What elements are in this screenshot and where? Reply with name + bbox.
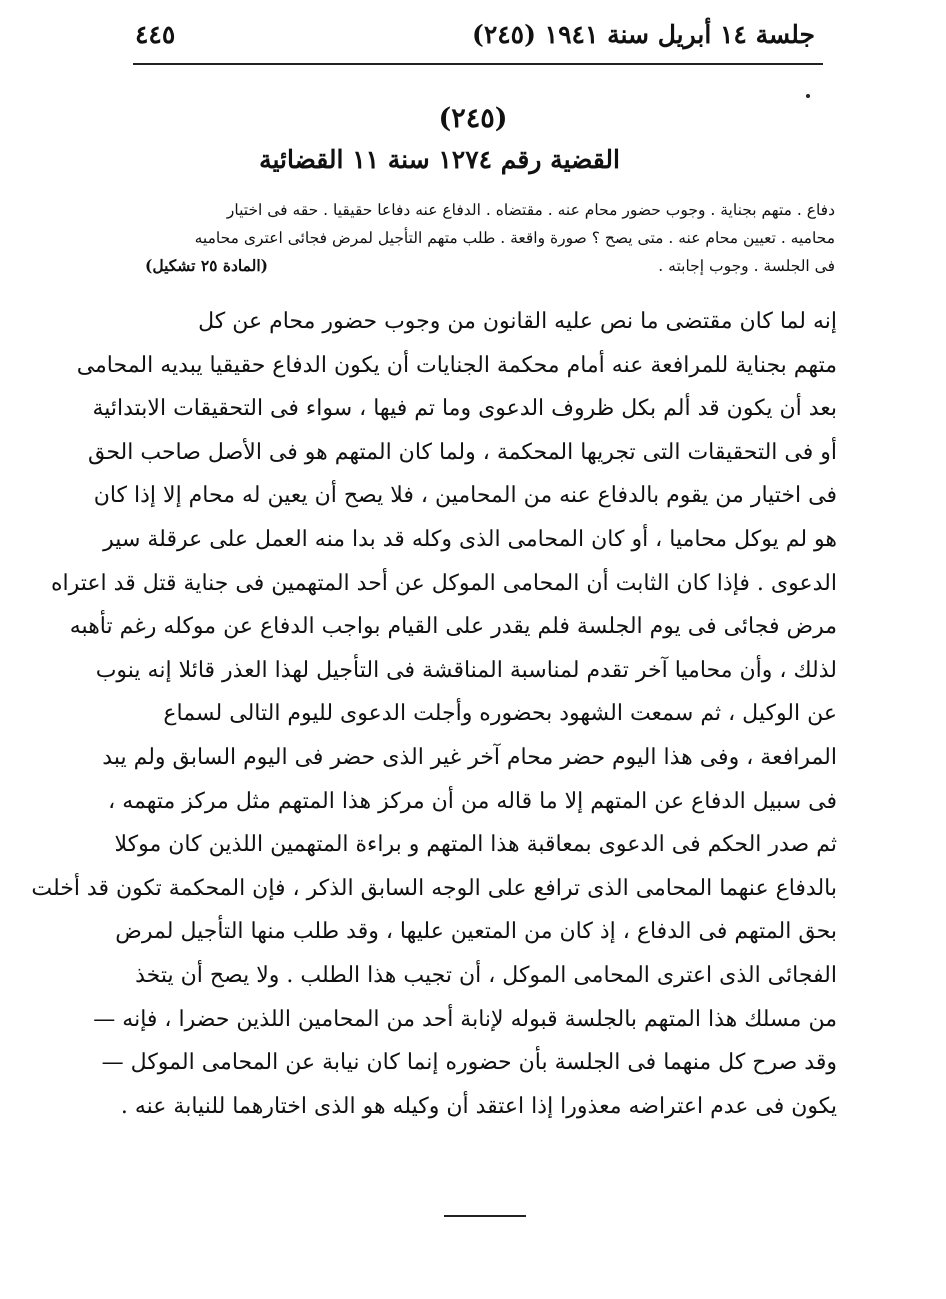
body-line: أو فى التحقيقات التى تجريها المحكمة ، ولما كان المتهم هو فى الأصل صاحب الحق — [88, 439, 837, 465]
page-number: ٤٤٥ — [135, 20, 176, 49]
body-line: من مسلك هذا المتهم بالجلسة قبوله لإنابة أحد من المحامين اللذين حضرا ، فإنه — — [93, 1006, 837, 1032]
body-line: متهم بجناية للمرافعة عنه أمام محكمة الجنايات أن يكون الدفاع حقيقيا يبديه المحامى — [76, 352, 837, 378]
header-title: جلسة ١٤ أبريل سنة ١٩٤١ (٢٤٥) — [471, 20, 815, 49]
body-line: عن الوكيل ، ثم سمعت الشهود بحضوره وأجلت الدعوى لليوم التالى لسماع — [163, 701, 837, 727]
body-line: ثم صدر الحكم فى الدعوى بمعاقبة هذا المتهم و براءة المتهمين اللذين كان موكلا — [114, 832, 837, 858]
body-line: بحق المتهم فى الدفاع ، إذ كان من المتعين عليها ، وقد طلب منها التأجيل لمرض — [115, 919, 837, 945]
body-line: لذلك ، وأن محاميا آخر تقدم لمناسبة المناقشة فى التأجيل لهذا العذر قائلا إنه ينوب — [95, 657, 837, 683]
headnote-line: دفاع . متهم بجناية . وجوب حضور محام عنه . مقتضاه . الدفاع عنه دفاعا حقيقيا . حقه فى اختيار — [226, 201, 835, 219]
body-line: بعد أن يكون قد ألم بكل ظروف الدعوى وما تم فيها ، سواء فى التحقيقات الابتدائية — [92, 396, 837, 422]
header-divider — [133, 63, 823, 65]
body-line: المرافعة ، وفى هذا اليوم حضر محام آخر غير الذى حضر فى اليوم السابق ولم يبد — [102, 744, 837, 770]
headnote — [135, 196, 835, 280]
headnote-line: فى الجلسة . وجوب إجابته . — [658, 257, 835, 275]
body-line: مرض فجائى فى يوم الجلسة فلم يقدر على القيام بواجب الدفاع عن موكله رغم تأهبه — [69, 614, 837, 640]
body-line: هو لم يوكل محاميا ، أو كان المحامى الذى وكله قد بدا منه العمل على عرقلة سير — [103, 526, 837, 552]
case-number: (٢٤٥) — [438, 103, 508, 134]
body-line: وقد صرح كل منهما فى الجلسة بأن حضوره إنما كان نيابة عن المحامى الموكل — — [101, 1050, 837, 1076]
body-line: بالدفاع عنهما المحامى الذى ترافع على الوجه السابق الذكر ، فإن المحكمة تكون قد أخلت — [31, 875, 837, 901]
body-line: فى اختيار من يقوم بالدفاع عنه من المحامين ، فلا يصح أن يعين له محام إلا إذا كان — [93, 483, 837, 509]
end-divider — [444, 1215, 526, 1217]
body-line: الفجائى الذى اعترى المحامى الموكل ، أن تجيب هذا الطلب . ولا يصح أن يتخذ — [135, 962, 837, 988]
running-header — [135, 18, 815, 58]
case-title: القضية رقم ١٢٧٤ سنة ١١ القضائية — [259, 145, 620, 174]
body-line: إنه لما كان مقتضى ما نص عليه القانون من وجوب حضور محام عن كل — [198, 309, 837, 334]
stray-dot — [806, 94, 810, 98]
ruling-body — [31, 300, 837, 1128]
body-line: الدعوى . فإذا كان الثابت أن المحامى الموكل عن أحد المتهمين فى جناية قتل قد اعتراه — [51, 570, 837, 596]
body-line: يكون فى عدم اعتراضه معذورا إذا اعتقد أن وكيله هو الذى اختارهما للنيابة عنه . — [120, 1093, 837, 1119]
body-line: فى سبيل الدفاع عن المتهم إلا ما قاله من أن مركز هذا المتهم مثل مركز متهمه ، — [108, 788, 837, 814]
headnote-line: محاميه . تعيين محام عنه . متى يصح ؟ صورة واقعة . طلب متهم التأجيل لمرض فجائى اعترى محاميه — [194, 229, 835, 247]
headnote-citation: (المادة ٢٥ تشكيل) — [145, 256, 268, 275]
